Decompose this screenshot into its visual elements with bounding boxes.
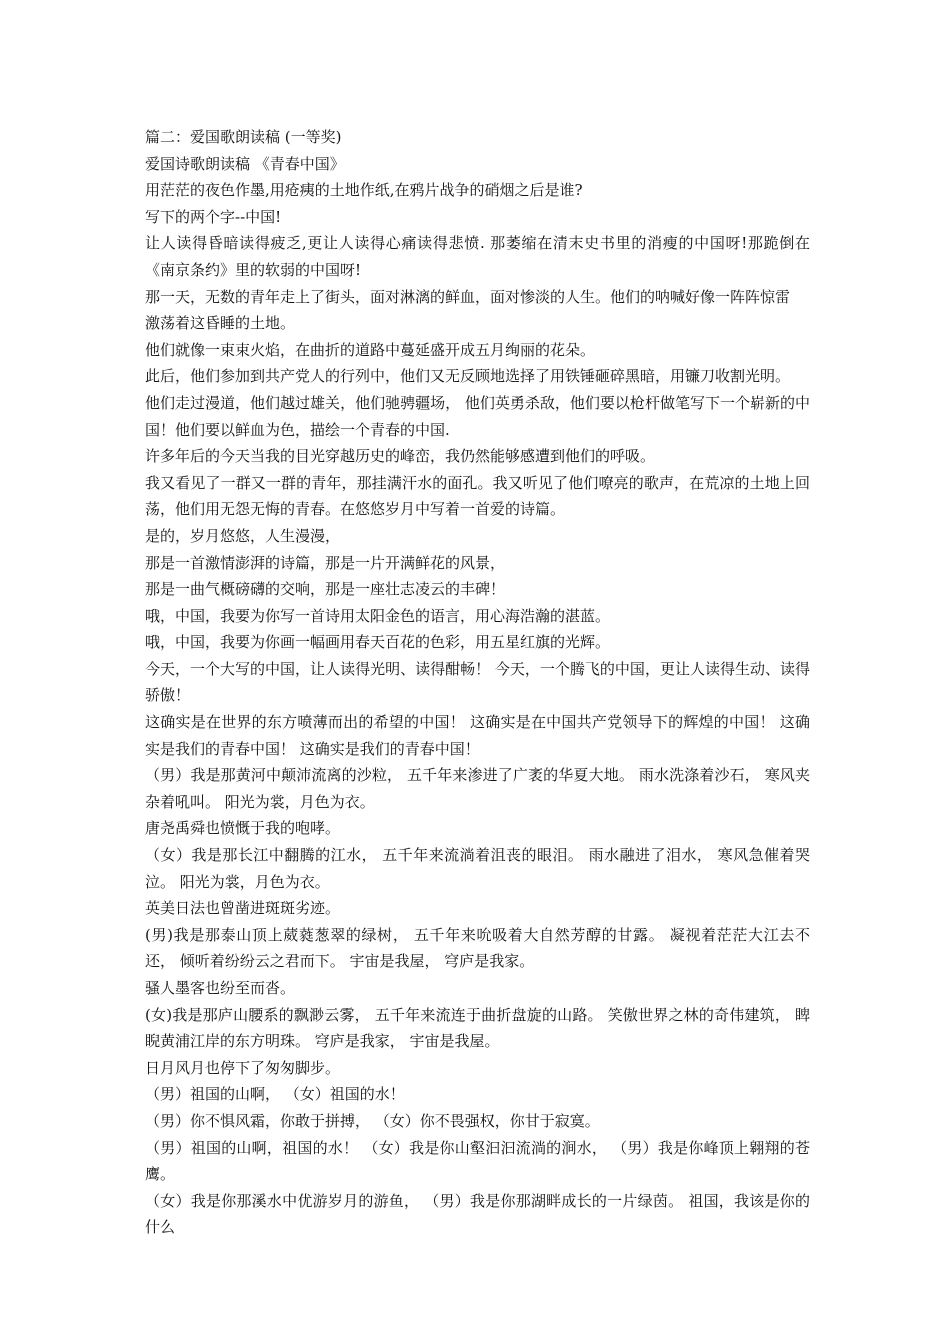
paragraph: 是的，岁月悠悠，人生漫漫， [145, 526, 341, 545]
paragraph: （女）我是那长江中翻腾的江水， 五千年来流淌着沮丧的眼泪。 雨水融进了泪水， 寒风急催着哭泣。 阳光为裳，月色为衣。 [145, 846, 810, 891]
paragraph: 写下的两个字--中国! [145, 207, 282, 226]
document-heading: 篇二：爱国歌朗读稿 (一等奖) [145, 128, 342, 146]
paragraph: 许多年后的今天当我的目光穿越历史的峰峦，我仍然能够感遭到他们的呼吸。 [145, 447, 656, 466]
paragraph: 唐尧禹舜也愤慨于我的咆哮。 [145, 819, 341, 838]
paragraph: （男）你不惧风霜，你敢于拼搏， （女）你不畏强权，你甘于寂寞。 [145, 1111, 600, 1130]
paragraph: 哦，中国，我要为你写一首诗用太阳金色的语言，用心海浩瀚的湛蓝。 [145, 606, 611, 625]
paragraph: 用茫茫的夜色作墨,用疮痍的土地作纸,在鸦片战争的硝烟之后是谁? [145, 181, 583, 200]
document-page [145, 124, 810, 1241]
paragraph: 今天，一个大写的中国，让人读得光明、读得酣畅！ 今天，一个腾飞的中国，更让人读得生动、读得骄傲！ [145, 659, 810, 705]
paragraph: （女）我是你那溪水中优游岁月的游鱼， （男）我是你那湖畔成长的一片绿茵。 祖国，我该是你的什么 [145, 1191, 810, 1237]
paragraph: 哦，中国，我要为你画一幅画用春天百花的色彩，用五星红旗的光辉。 [145, 633, 611, 652]
paragraph: 英美日法也曾凿进斑斑劣迹。 [145, 899, 341, 918]
paragraph: 骚人墨客也纷至而沓。 [145, 979, 296, 997]
paragraph: 那是一首激情澎湃的诗篇，那是一片开满鲜花的风景， [145, 553, 506, 572]
paragraph: 这确实是在世界的东方喷薄而出的希望的中国！ 这确实是在中国共产党领导下的辉煌的中国！ 这确实是我们的青春中国！ 这确实是我们的青春中国！ [145, 713, 810, 758]
paragraph: 日月风月也停下了匆匆脚步。 [145, 1058, 341, 1077]
paragraph: (女)我是那庐山腰系的飘渺云雾， 五千年来流连于曲折盘旋的山路。 笑傲世界之林的奇伟建筑， 睥睨黄浦江岸的东方明珠。 穹庐是我家， 宇宙是我屋。 [145, 1005, 810, 1051]
paragraph: 那一天，无数的青年走上了街头，面对淋漓的鲜血，面对惨淡的人生。他们的呐喊好像一阵阵惊雷 [145, 287, 791, 306]
poem-title: 爱国诗歌朗读稿 《青春中国》 [145, 154, 345, 173]
paragraph: （男）祖国的山啊， （女）祖国的水！ [145, 1085, 405, 1104]
paragraph: （男）我是那黄河中颠沛流离的沙粒， 五千年来渗进了广袤的华夏大地。 雨水洗涤着沙石， 寒风夹杂着吼叫。 阳光为裳，月色为衣。 [145, 766, 810, 811]
paragraph: 此后，他们参加到共产党人的行列中，他们又无反顾地选择了用铁锤砸碎黑暗，用镰刀收割光明。 [145, 367, 791, 386]
paragraph: （男）祖国的山啊，祖国的水！ （女）我是你山壑汩汩流淌的涧水， （男）我是你峰顶上翱翔的苍鹰。 [145, 1138, 810, 1184]
paragraph: 让人读得昏暗读得疲乏,更让人读得心痛读得悲愤. 那萎缩在清末史书里的消瘦的中国呀!那跪倒在《南京条约》里的软弱的中国呀! [145, 234, 810, 279]
paragraph: 他们就像一束束火焰，在曲折的道路中蔓延盛开成五月绚丽的花朵。 [145, 340, 596, 359]
paragraph: (男)我是那泰山顶上葳蕤葱翠的绿树， 五千年来吮吸着大自然芳醇的甘露。 凝视着茫茫大江去不还， 倾听着纷纷云之君而下。 宇宙是我屋， 穹庐是我家。 [145, 925, 810, 971]
paragraph: 那是一曲气概磅礴的交响，那是一座壮志凌云的丰碑！ [145, 580, 506, 599]
paragraph: 他们走过漫道，他们越过雄关，他们驰骋疆场， 他们英勇杀敌，他们要以枪杆做笔写下一个崭新的中国！他们要以鲜血为色，描绘一个青春的中国. [145, 393, 810, 439]
paragraph: 激荡着这昏睡的土地。 [145, 314, 296, 333]
paragraph: 我又看见了一群又一群的青年，那挂满汗水的面孔。我又听见了他们嘹亮的歌声，在荒凉的土地上回荡，他们用无怨无悔的青春。在悠悠岁月中写着一首爱的诗篇。 [145, 473, 810, 519]
